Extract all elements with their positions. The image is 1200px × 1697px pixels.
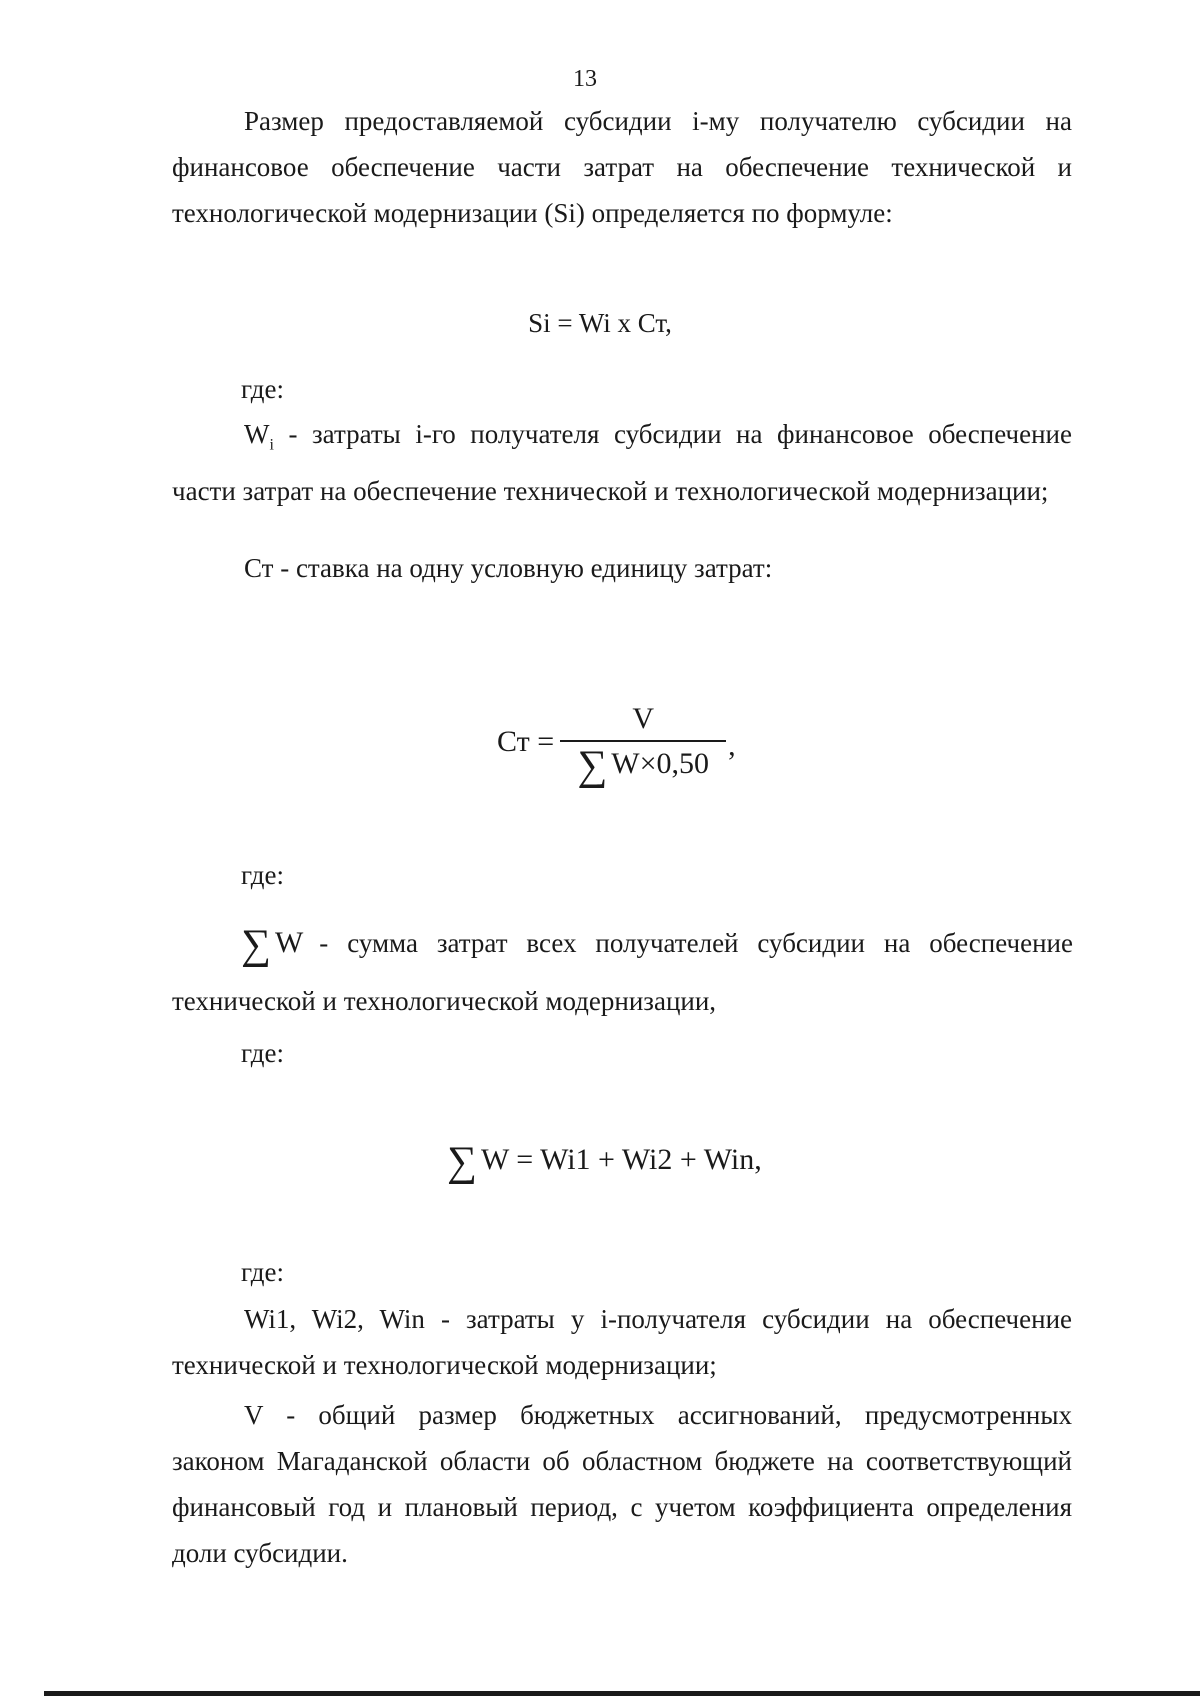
fraction-bar: [560, 740, 726, 742]
sum-w-definition-line: [241, 920, 1073, 966]
sigma-symbol: ∑: [447, 1139, 477, 1185]
wi-symbol: W: [244, 419, 270, 449]
ct-definition: Ст - ставка на одну условную единицу затрат:: [244, 553, 773, 583]
formula-ct-denominator-text: W×0,50: [611, 746, 709, 780]
formula-ct-comma: ,: [728, 728, 736, 762]
where-label-2: где:: [241, 860, 284, 890]
formula-ct: [497, 700, 736, 789]
where-label-4: где:: [241, 1257, 284, 1287]
bottom-rule: [44, 1691, 1200, 1696]
formula-sum-w: [447, 1138, 762, 1185]
formula-sum-w-expression: W = Wi1 + Wi2 + Win,: [480, 1143, 762, 1176]
v-definition: V - общий размер бюджетных ассигнований, предусмотренных законом Магаданской области об областном бюджете на соответствующий финансовый год и плановый период, с учетом коэффициента определения доли субсидии.: [172, 1400, 1072, 1568]
sigma-symbol: ∑: [241, 922, 271, 968]
sum-w-definition-continuation: технической и технологической модернизации,: [172, 986, 717, 1016]
formula-ct-numerator: V: [632, 702, 654, 735]
formula-ct-lhs: Ст =: [497, 724, 555, 758]
wi-definition: [172, 411, 1072, 514]
sum-w-letter: W: [274, 926, 304, 959]
formula-ct-fraction: [560, 700, 726, 789]
sum-w-symbol: [241, 920, 303, 966]
where-label-3: где:: [241, 1038, 284, 1068]
formula-si: Si = Wi x Ст,: [528, 308, 672, 338]
formula-ct-denominator: [577, 742, 709, 789]
sum-w-definition-text: - сумма затрат всех получателей субсидии на обеспечение: [319, 928, 1073, 958]
sigma-symbol: ∑: [577, 742, 608, 789]
page-number: 13: [573, 66, 597, 92]
wi-subscript: i: [269, 436, 274, 454]
wi1-definition: Wi1, Wi2, Win - затраты у i-получателя субсидии на обеспечение технической и технологической модернизации;: [172, 1304, 1072, 1380]
wi-definition-text: - затраты i-го получателя субсидии на финансовое обеспечение части затрат на обеспечение технической и технологической модернизации;: [172, 419, 1072, 507]
intro-paragraph: Размер предоставляемой субсидии i-му получателю субсидии на финансовое обеспечение части затрат на обеспечение технической и технологической модернизации (Si) определяется по формуле:: [172, 106, 1072, 228]
where-label-1: где:: [241, 374, 284, 404]
